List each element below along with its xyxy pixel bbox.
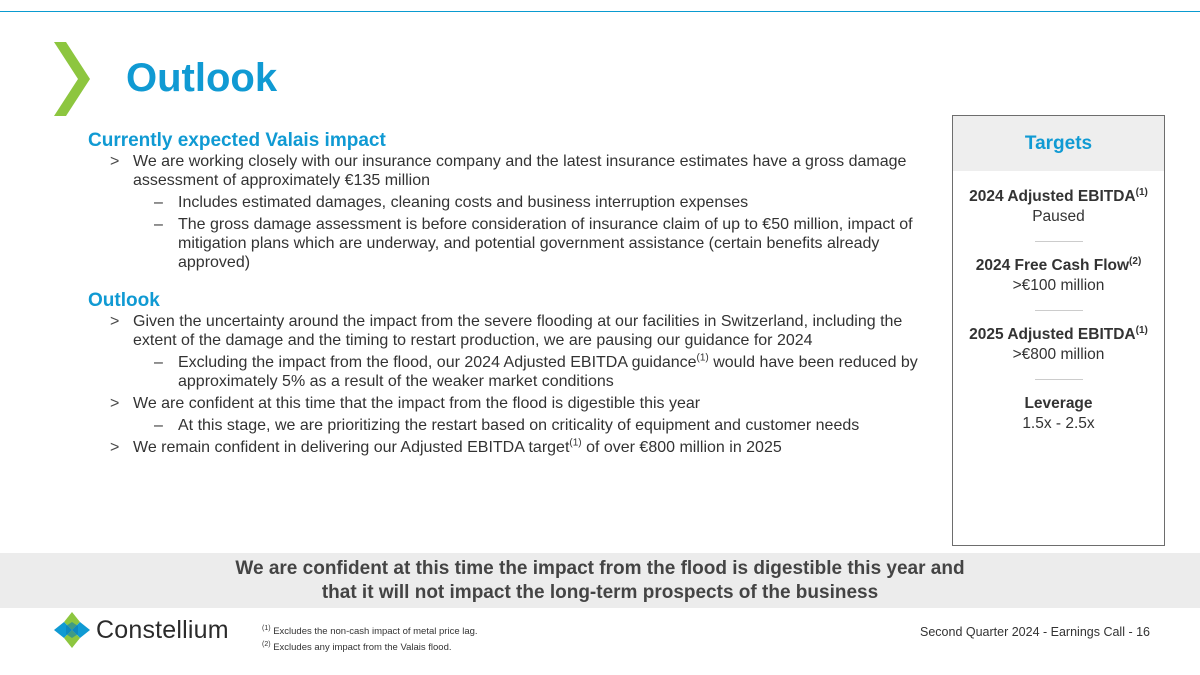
target-label (953, 187, 1164, 207)
target-item (953, 256, 1164, 296)
footnote-ref: (1) (1135, 186, 1148, 198)
sub-bullet-text: At this stage, we are prioritizing the restart based on criticality of equipment and customer needs (178, 417, 860, 434)
footnote-ref: (1) (569, 437, 582, 449)
sub-bullet-marker: – (154, 417, 163, 434)
conclusion-banner (0, 553, 1200, 608)
target-item (953, 187, 1164, 227)
footnote (262, 642, 452, 653)
text-part: We remain confident in delivering our Adjusted EBITDA target (133, 439, 570, 456)
sub-bullet-text: Includes estimated damages, cleaning costs and business interruption expenses (178, 194, 749, 211)
footnote (262, 626, 478, 637)
chevron-right-icon (50, 42, 92, 116)
bullet-text: Given the uncertainty around the impact from the severe flooding at our facilities in Switzerland, including the extent of the damage and the timing to restart production, we are pausing our guidance for 2024 (133, 313, 903, 349)
sub-bullet-marker: – (154, 194, 163, 211)
target-value: Paused (1032, 208, 1085, 225)
target-value: >€100 million (1012, 277, 1105, 294)
sub-bullet-item (88, 193, 938, 212)
target-label (953, 256, 1164, 276)
bullet-item (88, 438, 938, 457)
footnote-marker: (1) (262, 624, 271, 632)
content-area (88, 130, 938, 457)
bullet-item (88, 312, 938, 350)
target-item (953, 325, 1164, 365)
targets-panel (952, 115, 1165, 546)
footnote-marker: (2) (262, 640, 271, 648)
target-label (953, 394, 1164, 414)
sub-bullet-item (88, 416, 938, 435)
banner-line: We are confident at this time the impact from the flood is digestible this year and (235, 557, 965, 579)
target-value: >€800 million (1012, 346, 1105, 363)
company-logo (54, 612, 229, 648)
sub-bullet-item (88, 215, 938, 272)
text-part: of over €800 million in 2025 (581, 439, 782, 456)
bullet-text (133, 439, 782, 456)
bullet-item (88, 152, 938, 190)
target-item (953, 394, 1164, 434)
sub-bullet-marker: – (154, 354, 163, 371)
target-label-text: 2024 Adjusted EBITDA (969, 188, 1136, 205)
sub-bullet-marker: – (154, 216, 163, 233)
sub-bullet-text (178, 354, 918, 390)
banner-line: that it will not impact the long-term prospects of the business (321, 581, 879, 603)
target-label-text: Leverage (1024, 395, 1093, 412)
sub-bullet-item (88, 353, 938, 391)
slide-footer: Second Quarter 2024 - Earnings Call - 16 (920, 625, 1150, 639)
text-part: Excluding the impact from the flood, our 2024 Adjusted EBITDA guidance (178, 354, 697, 371)
target-value: 1.5x - 2.5x (1022, 415, 1095, 432)
footnote-ref: (1) (1135, 324, 1148, 336)
constellium-logo-icon (54, 612, 90, 648)
section-heading-valais: Currently expected Valais impact (88, 130, 386, 151)
targets-heading: Targets (953, 116, 1164, 171)
bullet-marker: > (110, 313, 120, 330)
bullet-marker: > (110, 439, 120, 456)
bullet-text: We are working closely with our insurance company and the latest insurance estimates have a gross damage assessment of approximately €135 million (133, 153, 907, 189)
footnote-ref: (2) (1129, 255, 1142, 267)
section-heading-outlook: Outlook (88, 290, 160, 311)
bullet-text: We are confident at this time that the impact from the flood is digestible this year (133, 395, 701, 412)
bullet-item (88, 394, 938, 413)
target-label (953, 325, 1164, 345)
text-part: would have been reduced by approximately 5% as a result of the weaker market conditions (178, 354, 918, 390)
sub-bullet-text: The gross damage assessment is before consideration of insurance claim of up to €50 million, impact of mitigation plans which are underway, and potential government assistance (certain benefits already approved) (178, 216, 913, 271)
footnote-text: Excludes the non-cash impact of metal price lag. (270, 626, 478, 637)
footnote-ref: (1) (696, 352, 709, 364)
page-title: Outlook (126, 56, 278, 100)
bullet-marker: > (110, 153, 120, 170)
bullet-marker: > (110, 395, 120, 412)
top-rule (0, 11, 1200, 12)
logo-wordmark: Constellium (96, 615, 229, 644)
footnote-text: Excludes any impact from the Valais flood. (270, 642, 452, 653)
target-label-text: 2024 Free Cash Flow (975, 257, 1130, 274)
target-label-text: 2025 Adjusted EBITDA (969, 326, 1136, 343)
